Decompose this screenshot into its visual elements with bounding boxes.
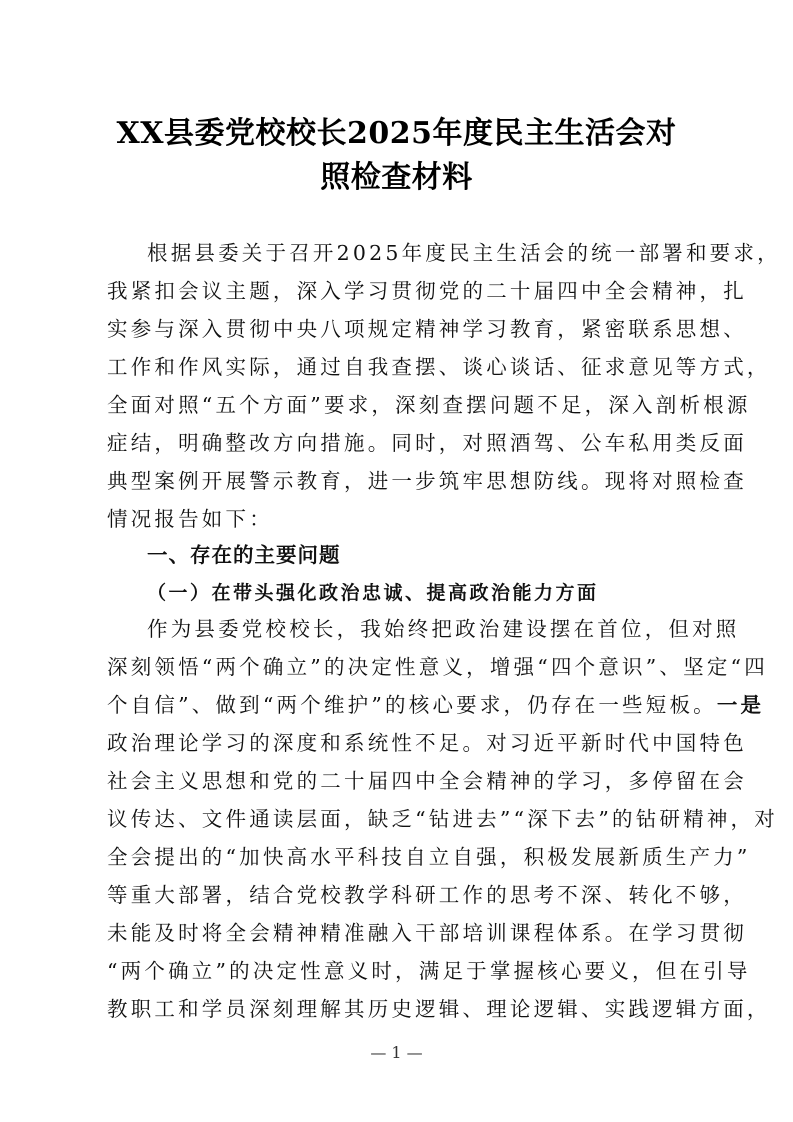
text-line bbox=[107, 766, 747, 796]
text-line: 我紧扣会议主题，深入学习贯彻党的二十届四中全会精神，扎 bbox=[107, 279, 747, 303]
text-line: 典型案例开展警示教育，进一步筑牢思想防线。现将对照检查 bbox=[107, 469, 747, 493]
text-run: 政治理论学习的深度和系统性不足。对习近平新时代中国特色 bbox=[107, 731, 747, 755]
text-line: 情况报告如下： bbox=[107, 507, 273, 531]
text-line: 工作和作风实际，通过自我查摆、谈心谈话、征求意见等方式， bbox=[107, 355, 771, 379]
text-line bbox=[107, 842, 751, 872]
text-run: 个自信”、做到“两个维护”的核心要求，仍存在一些短板。 bbox=[107, 693, 717, 717]
document-title bbox=[60, 112, 733, 200]
text-line: 实参与深入贯彻中央八项规定精神学习教育，紧密联系思想、 bbox=[107, 317, 747, 341]
text-line bbox=[107, 804, 778, 834]
text-run: “两个确立”的决定性意义时，满足于掌握核心要义，但在引导 bbox=[107, 959, 751, 983]
text-line bbox=[107, 918, 747, 948]
title-line-2: 照检查材料 bbox=[320, 160, 473, 195]
text-line bbox=[107, 728, 747, 758]
text-line bbox=[107, 614, 740, 644]
subsection-heading: （一）在带头强化政治忠诚、提高政治能力方面 bbox=[147, 582, 599, 604]
text-line bbox=[107, 994, 771, 1024]
text-run: 未能及时将全会精神精准融入干部培训课程体系。在学习贯彻 bbox=[107, 921, 747, 945]
text-line: 全面对照“五个方面”要求，深刻查摆问题不足，深入剖析根源 bbox=[107, 393, 751, 417]
section-heading: 一、存在的主要问题 bbox=[147, 543, 341, 567]
text-line bbox=[107, 652, 768, 682]
text-run: 全会提出的“加快高水平科技自立自强，积极发展新质生产力” bbox=[107, 845, 751, 869]
text-line bbox=[107, 880, 747, 910]
text-line: 症结，明确整改方向措施。同时，对照酒驾、公车私用类反面 bbox=[107, 431, 747, 455]
text-line: 根据县委关于召开2025年度民主生活会的统一部署和要求， bbox=[147, 241, 781, 265]
bold-emphasis: 一是 bbox=[716, 693, 765, 717]
text-line bbox=[107, 690, 765, 720]
text-run: 等重大部署，结合党校教学科研工作的思考不深、转化不够， bbox=[107, 883, 747, 907]
text-run: 议传达、文件通读层面，缺乏“钻进去”“深下去”的钻研精神，对 bbox=[107, 807, 778, 831]
text-run: 教职工和学员深刻理解其历史逻辑、理论逻辑、实践逻辑方面， bbox=[107, 997, 771, 1021]
text-run: 社会主义思想和党的二十届四中全会精神的学习，多停留在会 bbox=[107, 769, 747, 793]
text-run: 作为县委党校校长，我始终把政治建设摆在首位，但对照 bbox=[147, 617, 740, 641]
title-line-1: XX县委党校校长2025年度民主生活会对 bbox=[116, 116, 677, 151]
text-run: 深刻领悟“两个确立”的决定性意义，增强“四个意识”、坚定“四 bbox=[107, 655, 768, 679]
text-line bbox=[107, 956, 751, 986]
page-number: — 1 — bbox=[370, 1043, 423, 1062]
